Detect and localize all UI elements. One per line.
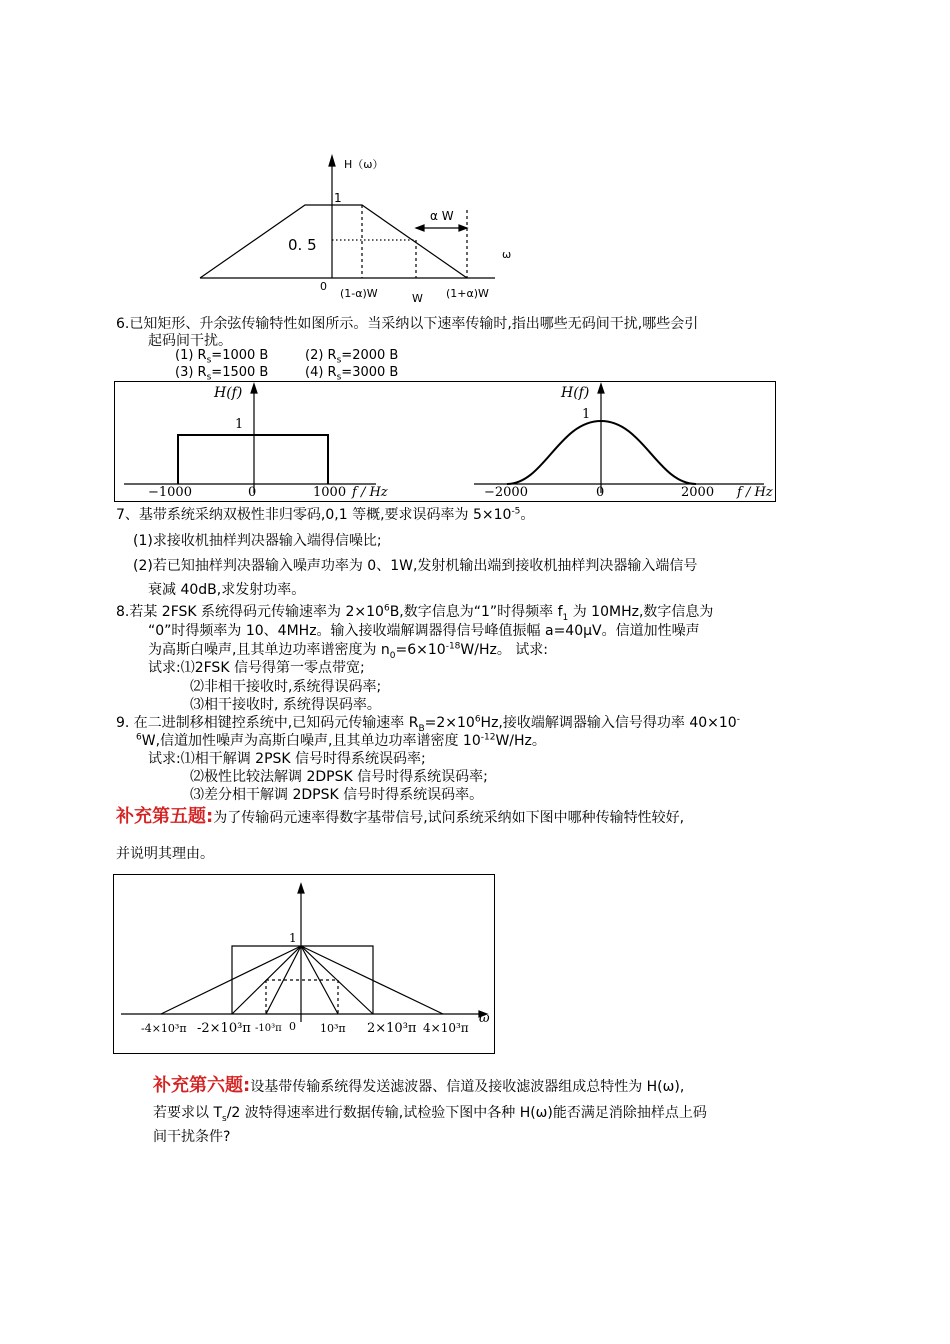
- left-tick-1: 0: [248, 485, 257, 500]
- q6-option-4: (4) $R_s=3000$ B: [305, 365, 399, 383]
- zero-label: 0: [320, 280, 327, 293]
- q9-line1: 9. 在二进制移相键控系统中,已知码元传输速率 $R_B=2\times 10^6Hz$,接收端解调器输入信号得功率 40×10-: [116, 714, 740, 734]
- q6-option-1: (1) $R_s=1000$ B: [175, 348, 269, 366]
- q7-part1: (1)求接收机抽样判决器输入端得信噪比;: [133, 533, 382, 549]
- omega-label: ω: [479, 1011, 490, 1026]
- q7-line1: 7、基带系统采纳双极性非归零码,0,1 等概,要求误码率为 $5\times 10^{-5}$。: [116, 506, 535, 523]
- left-hf: H(f): [214, 385, 243, 401]
- q8-line1: 8.若某 2FSK 系统得码元传输速率为 $2\times 10^6B$,数字信息为“1”时得频率 $f_1$ 为 10MHz,数字信息为: [116, 603, 714, 623]
- s6-line2: 若要求以 $T_s/2$ 波特得速率进行数据传输,试检验下图中各种 H(ω)能否满足消除抽样点上码: [153, 1105, 707, 1124]
- s6-title: 补充第六题:: [153, 1075, 251, 1096]
- q6-option-2: (2) $R_s=2000$ B: [305, 348, 399, 366]
- tick-2: -10³π: [255, 1023, 282, 1034]
- q8-line2: “0”时得频率为 10、4MHz。输入接收端解调器得信号峰值振幅 a=40μV。信道加性噪声: [148, 623, 700, 639]
- right-tick-2: 2000: [681, 485, 715, 500]
- aw-label: α W: [430, 209, 454, 223]
- t3-label: (1+α)W: [446, 287, 489, 300]
- tick-3: 0: [289, 1020, 296, 1033]
- s6-line1: 补充第六题:设基带传输系统得发送滤波器、信道及接收滤波器组成总特性为 H(ω),: [153, 1075, 685, 1096]
- tick-4: 10³π: [320, 1022, 346, 1035]
- t1-label: (1-α)W: [340, 287, 378, 300]
- right-one: 1: [582, 407, 591, 422]
- trapezoid-figure: [190, 150, 530, 310]
- tick-6: 4×10³π: [423, 1021, 469, 1035]
- tick-0: -4×10³π: [141, 1022, 187, 1035]
- q8-line5: ⑵非相干接收时,系统得误码率;: [190, 679, 382, 695]
- left-fhz: f / Hz: [352, 485, 388, 500]
- tick-5: 2×10³π: [367, 1021, 417, 1036]
- trapezoid-curve: [200, 205, 467, 278]
- q6-line1: 6.已知矩形、升余弦传输特性如图所示。当采纳以下速率传输时,指出哪些无码间干扰,哪些会引: [116, 316, 699, 332]
- s5-line2: 并说明其理由。: [116, 846, 214, 862]
- q9-line4: ⑵极性比较法解调 2DPSK 信号时得系统误码率;: [190, 769, 488, 785]
- rect-pulse: [178, 435, 328, 484]
- right-fhz: f / Hz: [737, 485, 773, 500]
- y-axis-arrow: [329, 156, 335, 166]
- q6-line2: 起码间干扰。: [148, 333, 232, 349]
- q9-line5: ⑶差分相干解调 2DPSK 信号时得系统误码率。: [190, 787, 484, 803]
- one-label: 1: [334, 191, 342, 205]
- s5-title: 补充第五题:: [116, 806, 214, 827]
- omega-label: ω: [502, 248, 512, 261]
- left-tick-0: −1000: [148, 485, 192, 500]
- one-label: 1: [289, 931, 297, 945]
- tick-1: -2×10³π: [197, 1021, 251, 1036]
- rect-cosine-figure: [114, 381, 778, 503]
- q8-line3: 为高斯白噪声,且其单边功率谱密度为 $n_0=6\times 10^{-18}W/Hz$。 试求:: [148, 641, 549, 661]
- right-tick-1: 0: [596, 485, 605, 500]
- q9-line3: 试求:⑴相干解调 2PSK 信号时得系统误码率;: [148, 751, 426, 767]
- q8-line4: 试求:⑴2FSK 信号得第一零点带宽;: [148, 660, 365, 676]
- right-hf: H(f): [561, 385, 590, 401]
- q7-part2-cont: 衰减 40dB,求发射功率。: [148, 582, 306, 598]
- t2-label: W: [412, 292, 423, 305]
- three-characteristics-figure: [113, 874, 497, 1055]
- right-tick-0: −2000: [484, 485, 528, 500]
- left-tick-2: 1000: [313, 485, 347, 500]
- q6-option-3: (3) $R_s=1500$ B: [175, 365, 269, 383]
- s6-line3: 间干扰条件?: [153, 1129, 231, 1145]
- q8-line6: ⑶相干接收时, 系统得误码率。: [190, 697, 381, 713]
- ylabel: H（ω）: [344, 158, 384, 171]
- left-one: 1: [235, 417, 244, 432]
- q7-part2: (2)若已知抽样判决器输入噪声功率为 0、1W,发射机输出端到接收机抽样判决器输入端信号: [133, 558, 698, 574]
- q9-line2: $^6$W,信道加性噪声为高斯白噪声,且其单边功率谱密度 $10^{-12}W/Hz$。: [136, 732, 546, 749]
- half-label: 0. 5: [288, 236, 317, 254]
- s5-line1: 补充第五题:为了传输码元速率得数字基带信号,试问系统采纳如下图中哪种传输特性较好,: [116, 806, 685, 827]
